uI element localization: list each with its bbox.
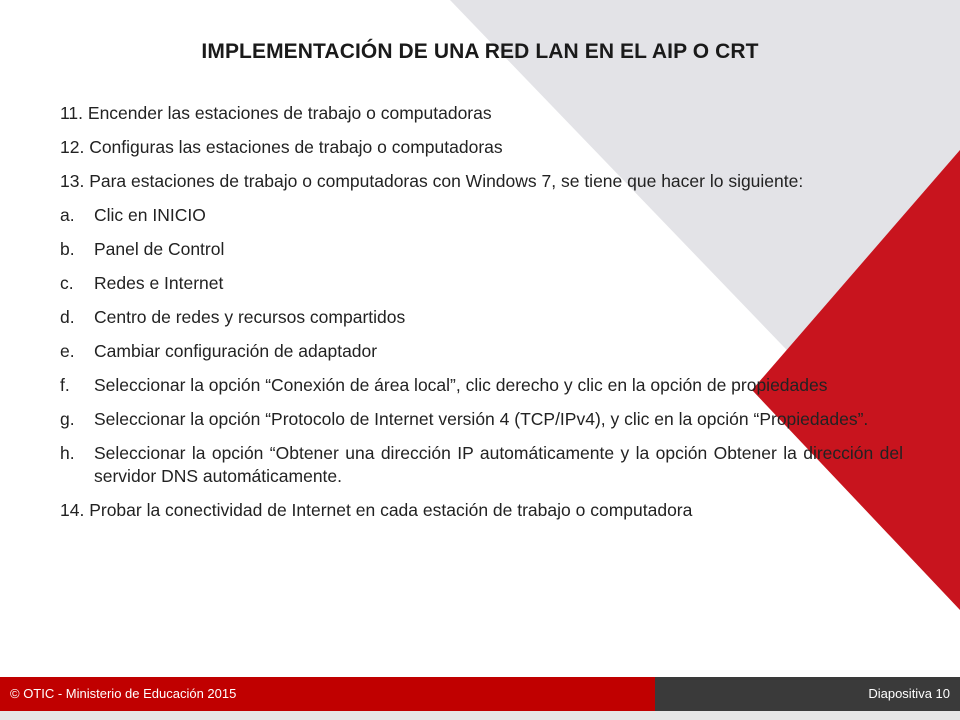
bottom-strip xyxy=(0,711,960,720)
substep-d xyxy=(60,306,903,329)
substep-h xyxy=(60,442,903,488)
substep-a xyxy=(60,204,903,227)
substep-f xyxy=(60,374,903,397)
step-12: 12. Configuras las estaciones de trabajo o computadoras xyxy=(60,137,503,157)
footer-copyright-bar xyxy=(0,677,655,711)
substep-text: Panel de Control xyxy=(94,239,225,259)
footer-copyright: © OTIC - Ministerio de Educación 2015 xyxy=(10,686,237,701)
substep-b xyxy=(60,238,903,261)
substep-marker: b. xyxy=(60,239,75,259)
slide-body xyxy=(60,102,903,533)
substep-marker: c. xyxy=(60,273,74,293)
step-13: 13. Para estaciones de trabajo o computadoras con Windows 7, se tiene que hacer lo siguiente: xyxy=(60,171,804,191)
substep-text: Centro de redes y recursos compartidos xyxy=(94,307,406,327)
step-11: 11. Encender las estaciones de trabajo o computadoras xyxy=(60,103,492,123)
substep-marker: f. xyxy=(60,375,70,395)
footer-slide-number-bar xyxy=(655,677,960,711)
substep-text: Seleccionar la opción “Obtener una dirección IP automáticamente y la opción Obtener la dirección del servidor DNS automáticamente. xyxy=(94,443,903,486)
substep-marker: e. xyxy=(60,341,75,361)
substep-text: Cambiar configuración de adaptador xyxy=(94,341,378,361)
substep-marker: g. xyxy=(60,409,75,429)
footer-slide-number: Diapositiva 10 xyxy=(868,686,950,701)
substep-text: Clic en INICIO xyxy=(94,205,206,225)
slide-title: IMPLEMENTACIÓN DE UNA RED LAN EN EL AIP O CRT xyxy=(201,40,759,63)
substep-e xyxy=(60,340,903,363)
substep-marker: h. xyxy=(60,443,75,463)
substep-marker: a. xyxy=(60,205,75,225)
substep-marker: d. xyxy=(60,307,75,327)
step-14: 14. Probar la conectividad de Internet en cada estación de trabajo o computadora xyxy=(60,500,693,520)
substep-g xyxy=(60,408,903,431)
substep-c xyxy=(60,272,903,295)
substep-text: Seleccionar la opción “Protocolo de Internet versión 4 (TCP/IPv4), y clic en la opción “Propiedades”. xyxy=(94,409,869,429)
substep-text: Redes e Internet xyxy=(94,273,224,293)
substep-text: Seleccionar la opción “Conexión de área local”, clic derecho y clic en la opción de propiedades xyxy=(94,375,828,395)
